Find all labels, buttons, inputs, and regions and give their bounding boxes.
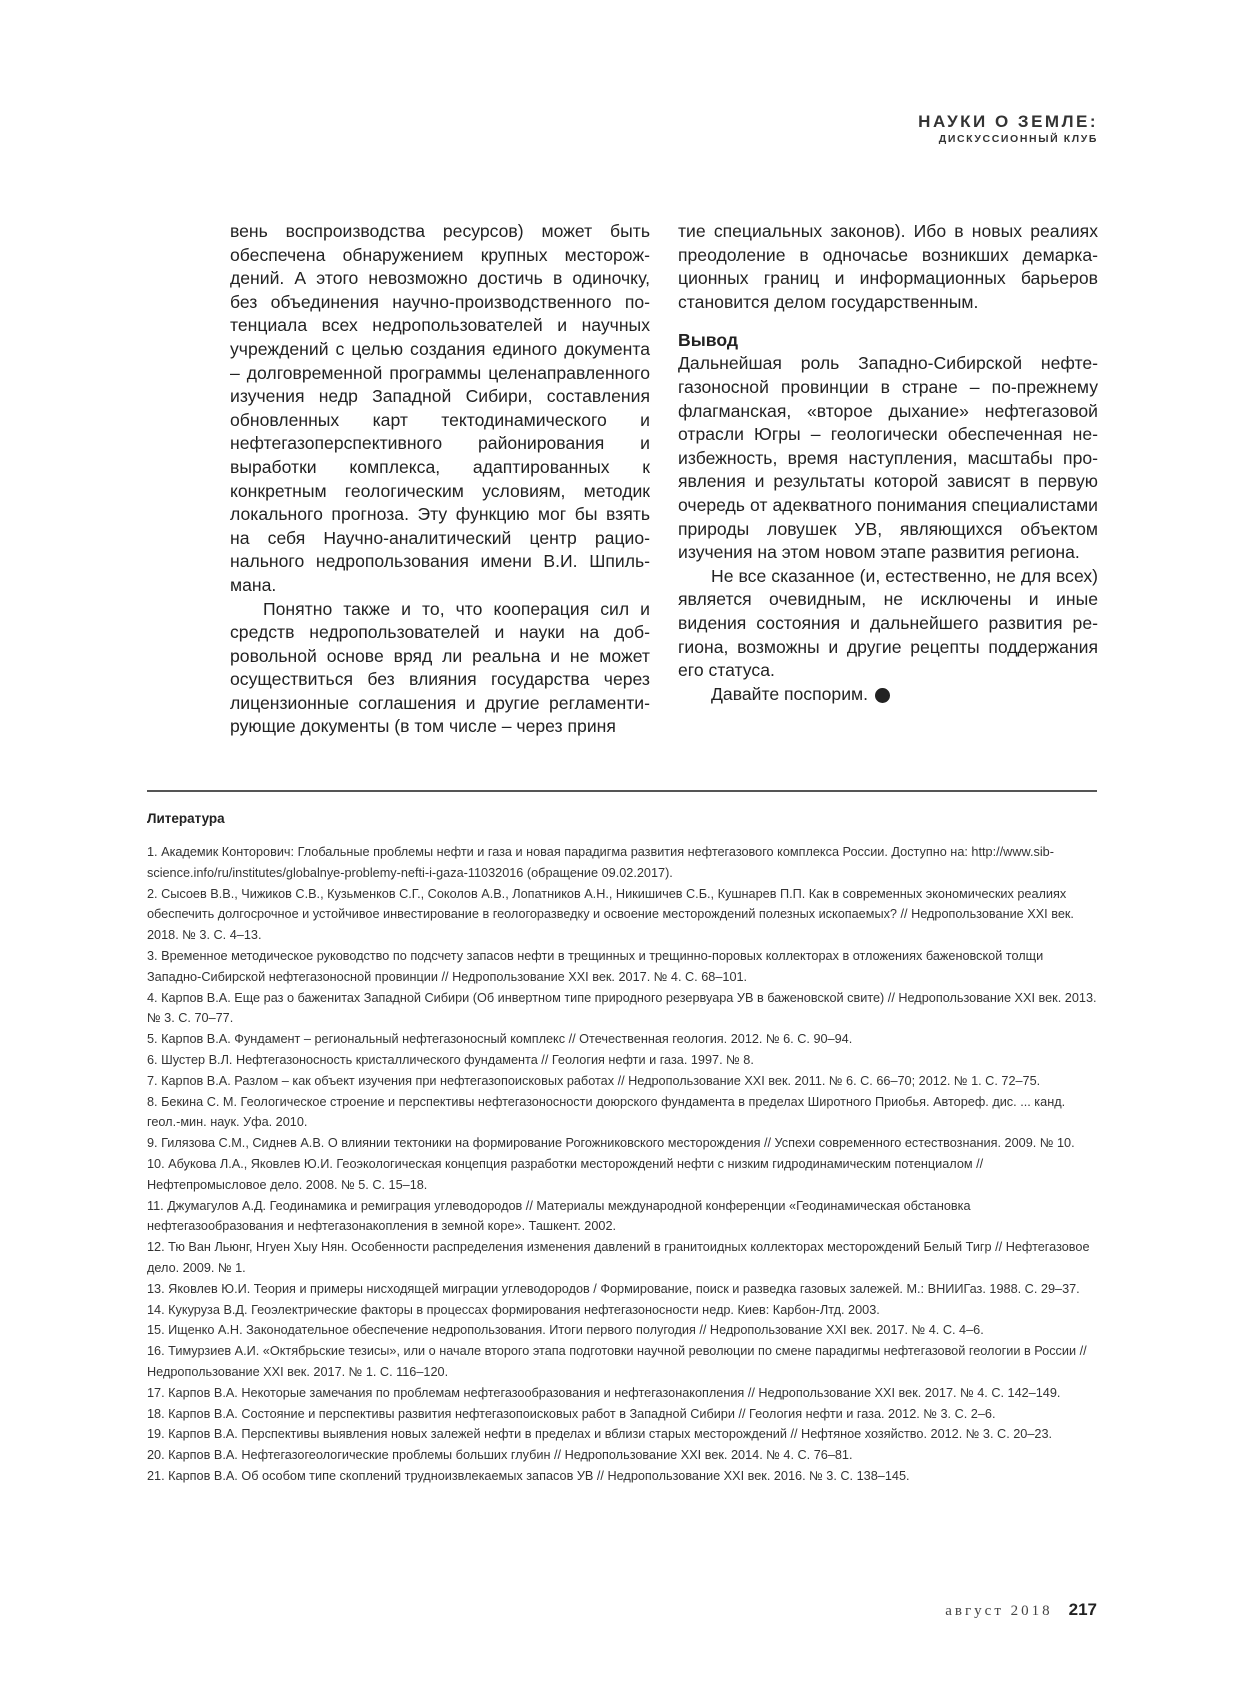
reference-item: 11. Джумагулов А.Д. Геодинамика и ремиграция углеводородов // Материалы международной конференции «Геодинамическая обстановка нефтегазообразования и нефтегазонакопления в земной коре». Ташкент. 2002.: [147, 1198, 971, 1234]
reference-item: 1. Академик Конторович: Глобальные проблемы нефти и газа и новая парадигма развития нефтегазового комплекса России. Доступно на: http://www.sib-science.info/ru/institutes/globalnye-problemy-nefti-i-gaza-11032016 (обращение 09.02.2017).: [147, 845, 1054, 880]
reference-item: 6. Шустер В.Л. Нефтегазоносность кристаллического фундамента // Геология нефти и газа. 1997. № 8.: [147, 1052, 754, 1067]
references-section: [147, 810, 1097, 1487]
reference-item: 2. Сысоев В.В., Чижиков С.В., Кузьменков С.Г., Соколов А.В., Лопатников А.Н., Никишичев С.Б., Кушнарев П.П. Как в современных экономических реалиях обеспечить долгосрочное и устойчивое инвестирование в геологоразведку и освоение месторождений полезных ископаемых? // Недропользование XXI век. 2018. № 3. С. 4–13.: [147, 886, 1074, 943]
reference-item: 13. Яковлев Ю.И. Теория и примеры нисходящей миграции углеводородов / Формирование, поиск и разведка газовых залежей. М.: ВНИИГаз. 1988. С. 29–37.: [147, 1281, 1080, 1296]
page-footer: [945, 1600, 1097, 1620]
section-divider: [147, 790, 1097, 792]
section-title: НАУКИ О ЗЕМЛЕ:: [918, 112, 1098, 131]
reference-item: 12. Тю Ван Льюнг, Нгуен Хыу Нян. Особенности распределения изменения давлений в гранитоидных коллекторах месторождений Белый Тигр // Нефтегазовое дело. 2009. № 1.: [147, 1240, 1090, 1275]
issue-date: август 2018: [945, 1603, 1053, 1619]
left-column: [230, 220, 650, 739]
closing-text: Давайте поспорим.: [711, 683, 869, 704]
reference-item: 4. Карпов В.А. Еще раз о баженитах Западной Сибири (Об инвертном типе природного резервуара УВ в баженовской свите) // Недропользование XXI век. 2013. № 3. С. 70–77.: [147, 990, 1097, 1026]
journal-end-mark-icon: XXI: [875, 688, 890, 703]
reference-item: 15. Ищенко А.Н. Законодательное обеспечение недропользования. Итоги первого полугодия // Недропользование XXI век. 2017. № 4. С. 4–6.: [147, 1323, 984, 1338]
references-list: [147, 842, 1097, 1487]
reference-item: 17. Карпов В.А. Некоторые замечания по проблемам нефтегазообразования и нефтегазонакопления // Недропользование XXI век. 2017. № 4. С. 142–149.: [147, 1385, 1061, 1400]
reference-item: 3. Временное методическое руководство по подсчету запасов нефти в трещинных и трещинно-поровых коллекторах в отложениях баженовской толщи Западно-Сибирской нефтегазоносной провинции // Недропользование XXI век. 2017. № 4. С. 68–101.: [147, 948, 1044, 984]
reference-item: 20. Карпов В.А. Нефтегазогеологические проблемы больших глубин // Недропользование XXI век. 2014. № 4. С. 76–81.: [147, 1448, 853, 1463]
reference-item: 10. Абукова Л.А., Яковлев Ю.И. Геоэкологическая концепция разработки месторождений нефти с низким гидродинамическим потенциалом // Нефтепромысловое дело. 2008. № 5. С. 15–18.: [147, 1156, 984, 1192]
reference-item: 14. Кукуруза В.Д. Геоэлектрические факторы в процессах формирования нефтегазоносности недр. Киев: Карбон-Лтд. 2003.: [147, 1302, 880, 1317]
page-number: 217: [1068, 1600, 1097, 1619]
reference-item: 16. Тимурзиев А.И. «Октябрьские тезисы», или о начале второго этапа подготовки научной революции по смене парадигмы нефтегазовой геологии в России // Недропользование XXI век. 2017. № 1. С. 116–120.: [147, 1344, 1087, 1379]
body-paragraph: Дальнейшая роль Западно-Сибирской нефтегазоносной провинции в стране – по-прежнему флагманская, «второе дыхание» нефтегазовой отрасли Югры – геологически обеспеченная неизбежность, время наступления, масштабы проявления и результаты которой зависят в первую очередь от адекватного понимания специалистами природы ловушек УВ, являющихся объектом изучения на этом новом этапе развития региона.: [678, 353, 1098, 563]
body-paragraph: Понятно также и то, что кооперация сил и средств недропользователей и науки на добровольной основе вряд ли реальна и не может осуществиться без влияния государства через лицензионные соглашения и другие регламентирующие документы (в том числе – через приня: [230, 598, 650, 737]
reference-item: 7. Карпов В.А. Разлом – как объект изучения при нефтегазопоисковых работах // Недропользование XXI век. 2011. № 6. С. 66–70; 2012. № 1. С. 72–75.: [147, 1073, 1041, 1088]
reference-item: 21. Карпов В.А. Об особом типе скоплений трудноизвлекаемых запасов УВ // Недропользование XXI век. 2016. № 3. С. 138–145.: [147, 1468, 910, 1483]
reference-item: 18. Карпов В.А. Состояние и перспективы развития нефтегазопоисковых работ в Западной Сибири // Геология нефти и газа. 2012. № 3. С. 2–6.: [147, 1406, 996, 1421]
section-header: [918, 112, 1098, 146]
section-subtitle: ДИСКУССИОННЫЙ КЛУБ: [938, 133, 1098, 145]
references-title: Литература: [147, 811, 225, 826]
reference-item: 9. Гилязова С.М., Сиднев А.В. О влиянии тектоники на формирование Рогожниковского месторождения // Успехи современного естествознания. 2009. № 10.: [147, 1136, 1075, 1151]
reference-item: 19. Карпов В.А. Перспективы выявления новых залежей нефти в пределах и вблизи старых месторождений // Нефтяное хозяйство. 2012. № 3. С. 20–23.: [147, 1427, 1053, 1442]
body-paragraph: тие специальных законов). Ибо в новых реалиях преодоление в одночасье возникших демаркационных границ и информационных барьеров становится делом государственным.: [678, 221, 1098, 312]
closing-paragraph: [678, 683, 1098, 707]
right-column: [678, 220, 1098, 706]
body-paragraph: вень воспроизводства ресурсов) может быть обеспечена обнаружением крупных месторождений. А этого невозможно достичь в одиночку, без объединения научно-производственного потенциала всех недропользователей и научных учреждений с целью создания единого документа – долговременной программы целенаправленного изучения недр Западной Сибири, составления обновленных карт тектодинамического и нефтегазоперспективного районирования и выработки комплекса, адаптированных к конкретным геологическим условиям, методик локального прогноза. Эту функцию мог бы взять на себя Научно-аналитический центр рационального недропользования имени В.И. Шпильмана.: [230, 221, 650, 595]
body-paragraph: Не все сказанное (и, естественно, не для всех) является очевидным, не исключены и иные видения состояния и дальнейшего развития региона, возможны и другие рецепты поддержания его статуса.: [678, 565, 1098, 681]
reference-item: 8. Бекина С. М. Геологическое строение и перспективы нефтегазоносности доюрского фундамента в пределах Широтного Приобья. Автореф. дис. ... канд. геол.-мин. наук. Уфа. 2010.: [147, 1094, 1066, 1130]
section-heading-conclusion: Вывод: [678, 330, 738, 351]
reference-item: 5. Карпов В.А. Фундамент – региональный нефтегазоносный комплекс // Отечественная геология. 2012. № 6. С. 90–94.: [147, 1032, 853, 1047]
